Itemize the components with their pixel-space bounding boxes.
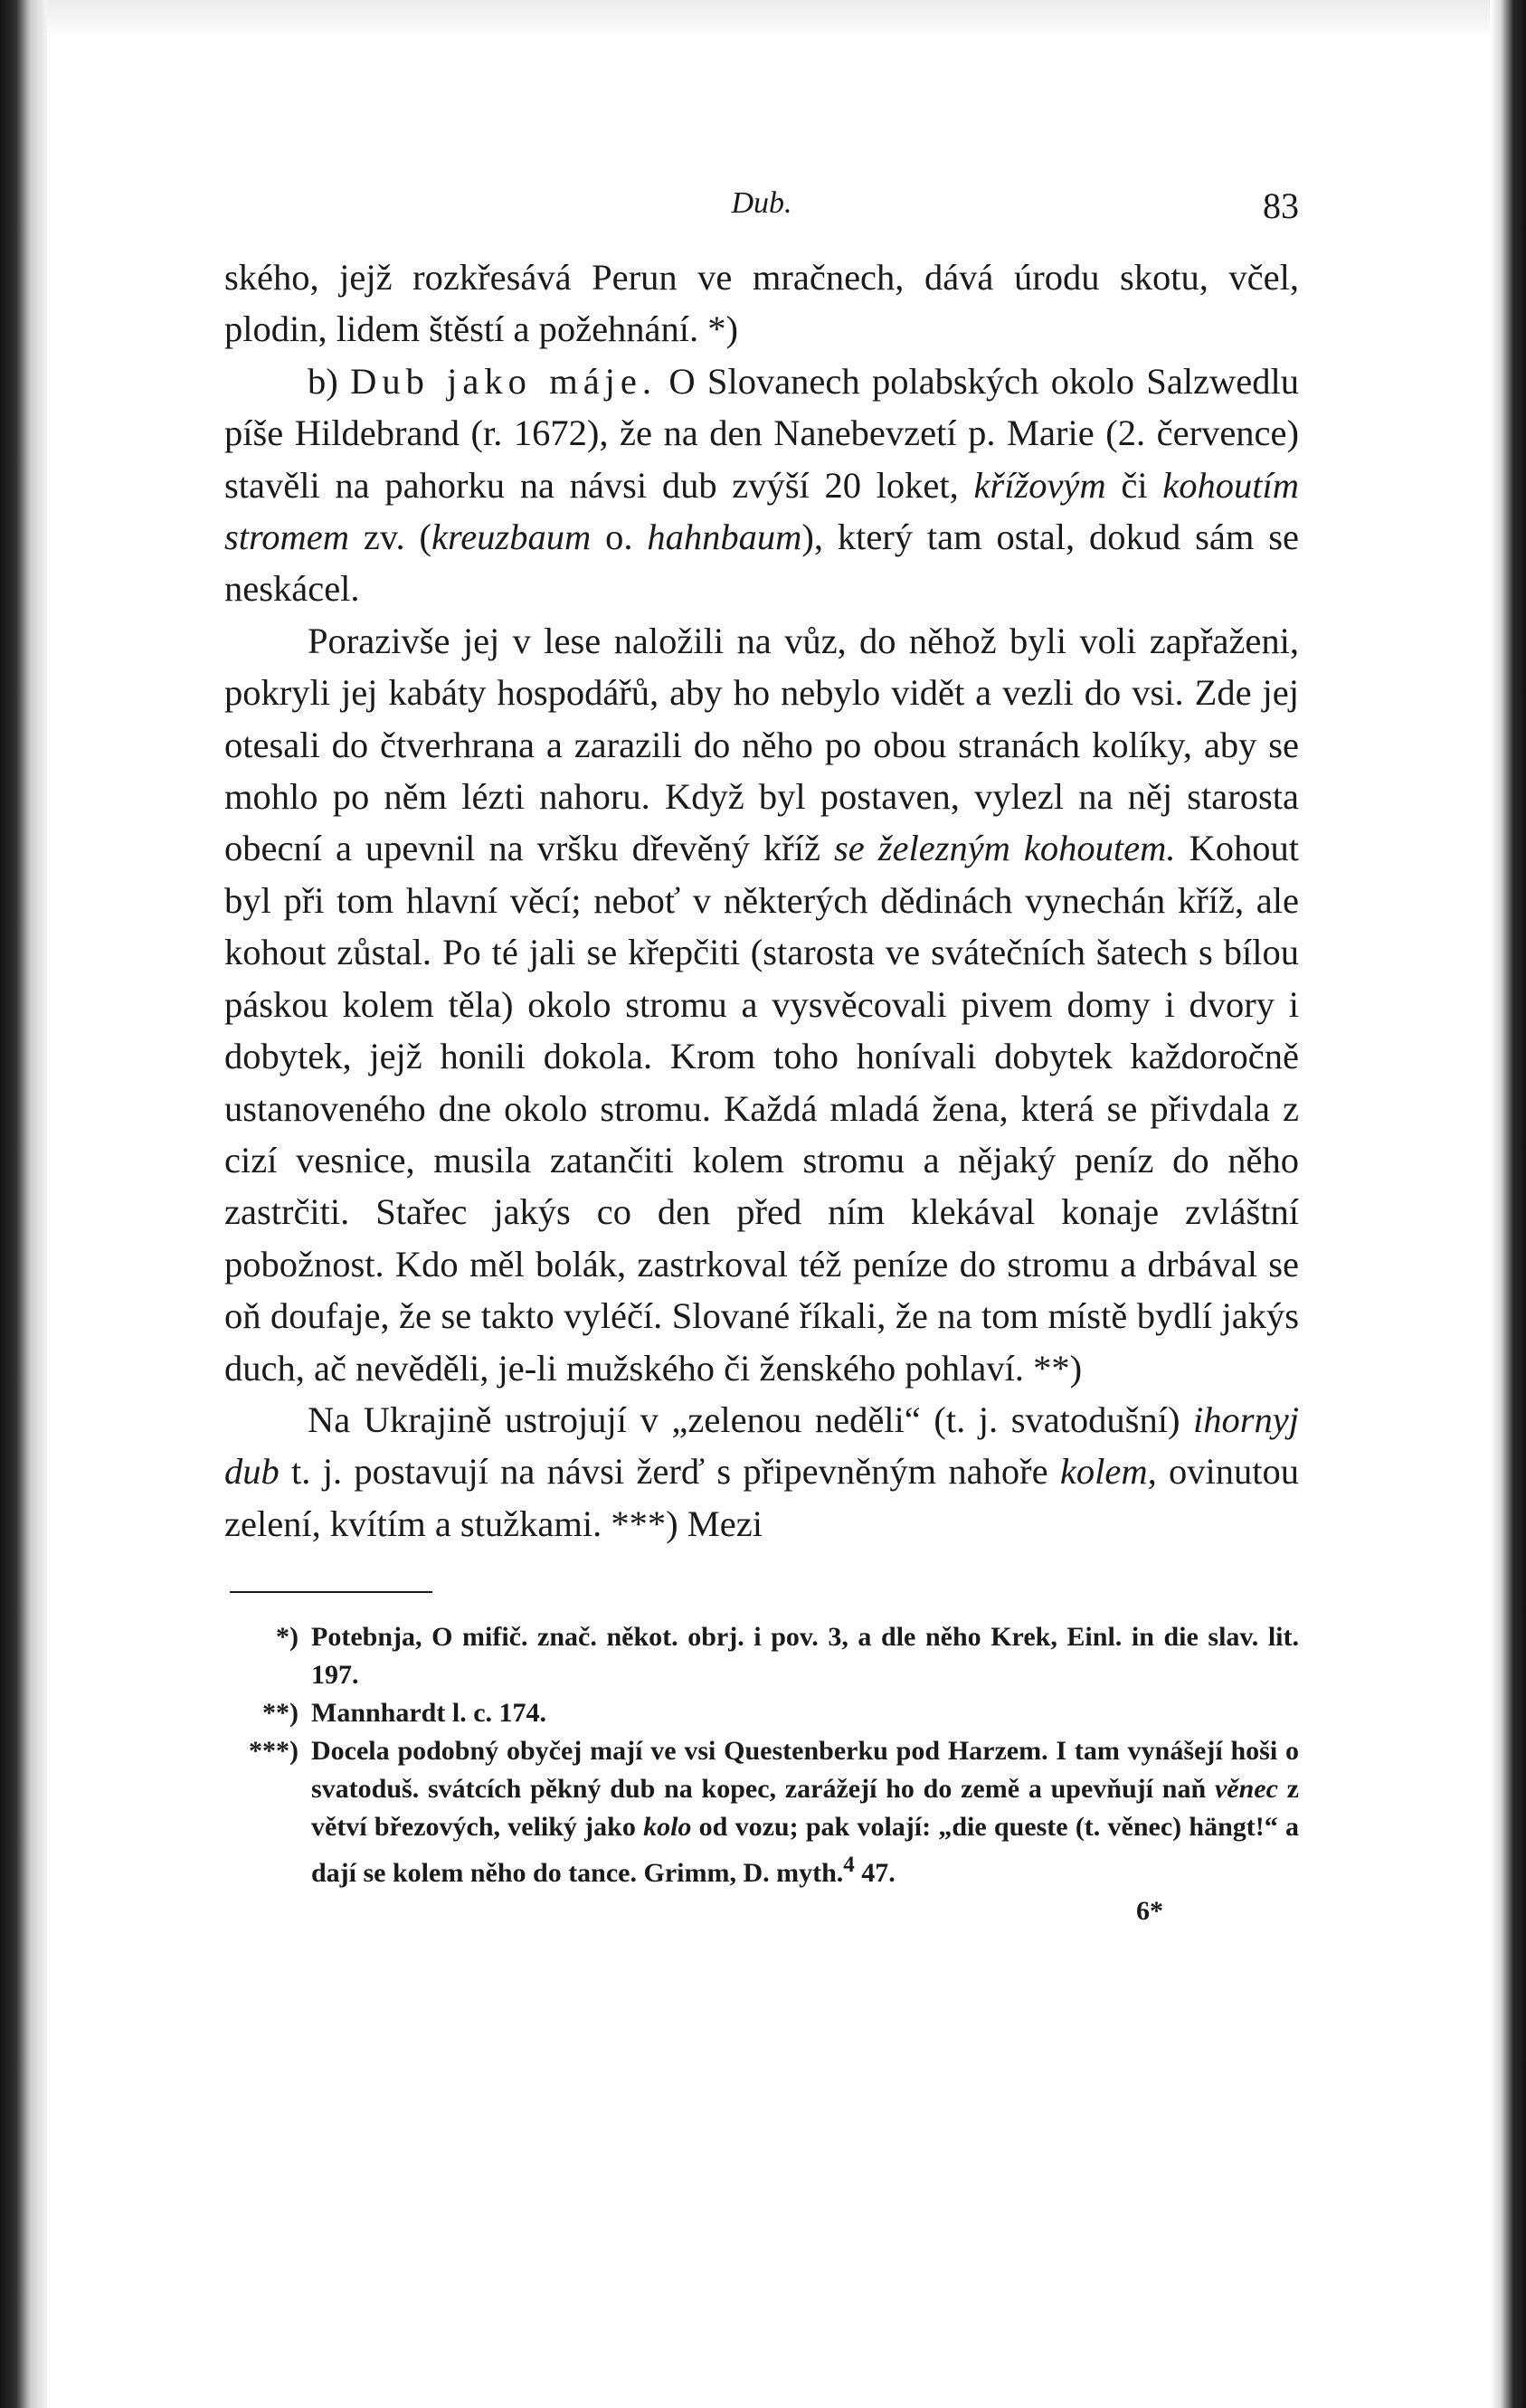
footnote-3-text	[311, 1732, 1299, 1892]
italic-term-hahnbaum: hahnbaum	[647, 517, 802, 558]
footnote-2-text: Mannhardt l. c. 174.	[311, 1698, 547, 1729]
italic-term-kolem: kolem,	[1059, 1451, 1157, 1493]
italic-term-zeleznym-kohoutem: se železným kohoutem.	[834, 828, 1176, 869]
italic-term-venec: věnec	[1214, 1774, 1278, 1805]
footnote-3-text-4: 47.	[854, 1858, 896, 1889]
paragraph-4-text-1: Na Ukrajině ustrojují v „zelenou neděli“ (t. j. svatodušní)	[308, 1398, 1193, 1440]
paragraph-4-text-2: t. j. postavují na návsi žerď s připevněným nahoře	[279, 1451, 1060, 1493]
book-page	[224, 177, 1299, 1927]
page-header	[224, 177, 1299, 232]
paragraph-2-text-4: o.	[591, 517, 648, 558]
footnote-3-text-1: Docela podobný obyčej mají ve vsi Questenberku pod Harzem. I tam vynášejí hoši o svatoduš. svátcích pěkný dub na kopec, zarážejí ho do země a upevňují naň	[311, 1736, 1299, 1805]
paragraph-4-text-3: ovinutou zelení, kvítím a stužkami. ***) Mezi	[224, 1451, 1299, 1544]
footnote-1-text: Potebnja, O mifič. znač. někot. obrj. i pov. 3, a dle něho Krek, Einl. in die slav. lit. 197.	[311, 1622, 1299, 1691]
footnote-3-mark: ***)	[249, 1736, 299, 1767]
footnotes	[224, 1618, 1299, 1892]
paragraph-3	[224, 615, 1299, 1394]
italic-term-ihornyj-dub: ihornyj dub	[224, 1398, 1299, 1493]
paragraph-3-text-2: Kohout byl při tom hlavní věcí; neboť v některých dědinách vynechán kříž, ale kohout zůstal. Po té jali se křepčiti (starosta ve svátečních šatech s bílou páskou kolem těla) okolo stromu a vysvěcovali pivem domy i dvory i dobytek, jejž honili dokola. Krom toho honívali dobytek každoročně ustanoveného dne okolo stromu. Každá mladá žena, která se přivdala z cizí vesnice, musila zatančiti kolem stromu a nějaký peníz do něho zastrčiti. Stařec jakýs co den před ním klekával konaje zvláštní pobožnost. Kdo měl bolák, zastrkoval též peníze do stromu a drbával se oň doufaje, že se takto vyléčí. Slované říkali, že na tom místě bydlí jakýs duch, ač nevěděli, je-li mužského či ženského pohlaví. **)	[224, 828, 1300, 1389]
footnote-1	[224, 1618, 1299, 1694]
paragraph-1	[224, 251, 1299, 356]
paragraph-3-text-1: Porazivše jej v lese naložili na vůz, do něhož byli voli zapřaženi, pokryli jej kabáty hospodářů, aby ho nebylo vidět a vezli do vsi. Zde jej otesali do čtverhrana a zarazili do něho po obou stranách kolíky, aby se mohlo po něm lézti nahoru. Když byl postaven, vylezl na něj starosta obecní a upevnil na vršku dřevěný kříž	[224, 620, 1299, 869]
main-text	[224, 251, 1299, 1550]
scan-top-edge	[0, 0, 1526, 33]
paragraph-2-text-5: ), který tam ostal, dokud sám se neskácel.	[224, 517, 1299, 610]
footnote-3-text-2: z větví březových, veliký jako	[311, 1774, 1299, 1843]
paragraph-2	[224, 356, 1299, 615]
printer-signature: 6*	[1136, 1896, 1163, 1927]
footnote-3	[224, 1732, 1299, 1892]
page-number: 83	[1263, 185, 1299, 226]
paragraph-1-text: ského, jejž rozkřesává Perun ve mračnech, dává úrodu skotu, včel, plodin, lidem štěstí a požehnání. *)	[224, 257, 1299, 350]
paragraph-2-text-2: či	[1105, 464, 1163, 506]
section-label: b)	[308, 360, 338, 402]
italic-term-kreuzbaum: kreuzbaum	[431, 517, 592, 558]
footnote-3-text-3: od vozu; pak volají: „die queste (t. věnec) hängt!“ a dají se kolem něho do tance. Grimm, D. myth.	[311, 1812, 1299, 1889]
paragraph-2-text-1: O Slovanech polabských okolo Salzwedlu píše Hildebrand (r. 1672), že na den Nanebevzetí p. Marie (2. července) stavěli na pahorku na návsi dub zvýší 20 loket,	[224, 360, 1300, 506]
scan-right-edge	[1490, 0, 1526, 2408]
running-head: Dub.	[731, 186, 792, 220]
italic-term-kohoutim-stromem: kohoutím stromem	[224, 464, 1300, 558]
section-heading-spaced: Dub jako máje.	[350, 360, 658, 402]
footnote-separator	[230, 1591, 432, 1593]
italic-term-krizovym: křížovým	[973, 464, 1106, 506]
paragraph-4	[224, 1394, 1299, 1550]
footnote-2	[224, 1694, 1299, 1732]
footnote-1-mark: *)	[276, 1622, 299, 1653]
edition-superscript: 4	[843, 1853, 855, 1878]
scan-left-edge	[0, 0, 47, 2408]
italic-term-kolo: kolo	[643, 1812, 692, 1843]
footnote-2-mark: **)	[262, 1698, 299, 1729]
paragraph-2-text-3: zv. (	[349, 517, 431, 558]
